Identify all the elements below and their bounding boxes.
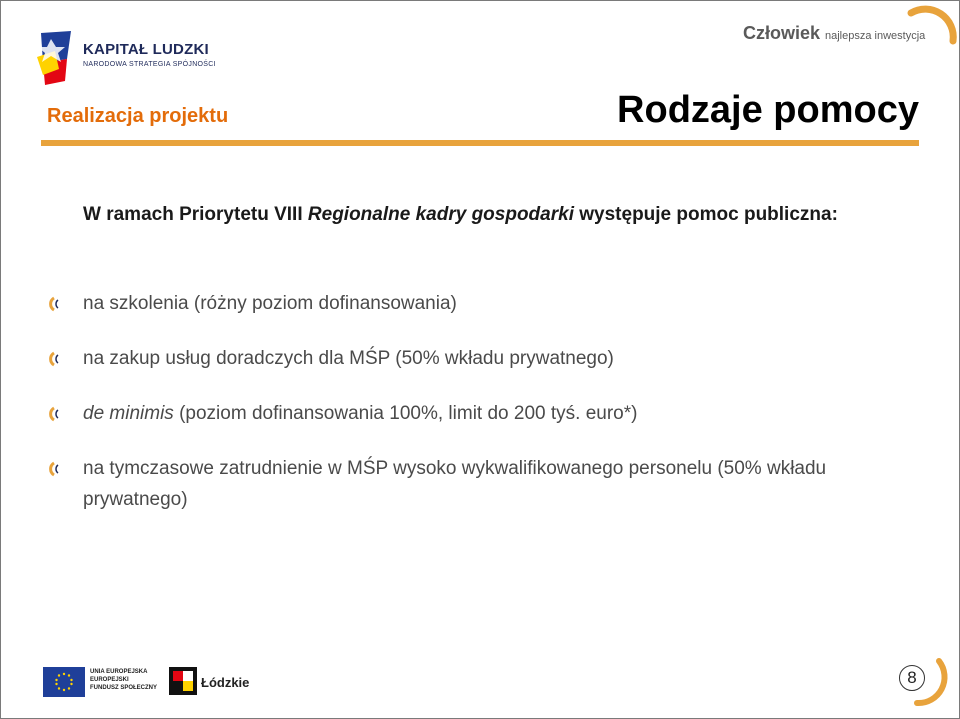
list-item xyxy=(45,398,925,429)
bullet-arc-icon xyxy=(47,296,63,312)
page-number: 8 xyxy=(899,665,925,691)
eu-flag-icon xyxy=(43,667,85,697)
list-item-text: (poziom dofinansowania 100%, limit do 200 tyś. euro*) xyxy=(173,403,638,424)
list-item-text: na tymczasowe zatrudnienie w MŚP wysoko wykwalifikowanego personelu (50% wkładu prywatnego) xyxy=(83,458,827,510)
orange-arc-decoration xyxy=(881,651,951,711)
eu-label-line: EUROPEJSKI xyxy=(90,677,129,683)
kapital-ludzki-subtitle: NARODOWA STRATEGIA SPÓJNOŚCI xyxy=(83,61,216,68)
czlowiek-logo-text: Człowiek xyxy=(743,23,821,43)
orange-arc-decoration xyxy=(891,1,960,71)
section-title: Realizacja projektu xyxy=(47,105,229,127)
title-divider xyxy=(41,140,919,146)
bullet-arc-icon xyxy=(47,351,63,367)
lodzkie-label: Łódzkie xyxy=(201,675,250,690)
bullet-arc-icon xyxy=(47,461,63,477)
list-item xyxy=(45,288,925,319)
intro-paragraph xyxy=(83,199,843,230)
intro-text-2: występuje pomoc publiczna: xyxy=(573,204,838,225)
aid-types-list xyxy=(45,288,925,539)
kapital-ludzki-title: KAPITAŁ LUDZKI xyxy=(83,41,209,58)
list-item-italic: de minimis xyxy=(83,403,174,424)
eu-label-line: FUNDUSZ SPOŁECZNY xyxy=(90,685,158,691)
slide-title: Rodzaje pomocy xyxy=(617,89,919,131)
lodzkie-logo-icon xyxy=(169,667,197,695)
czlowiek-tagline: najlepsza inwestycja xyxy=(825,30,926,42)
list-item xyxy=(45,453,925,515)
eu-label-line: UNIA EUROPEJSKA xyxy=(90,669,148,675)
intro-text-italic: Regionalne kadry gospodarki xyxy=(307,204,574,225)
eu-label xyxy=(90,668,157,692)
list-item-text: na szkolenia (różny poziom dofinansowania) xyxy=(83,293,457,314)
kapital-ludzki-logo xyxy=(37,29,237,91)
list-item-text: na zakup usług doradczych dla MŚP (50% wkładu prywatnego) xyxy=(83,348,614,369)
list-item xyxy=(45,343,925,374)
bullet-arc-icon xyxy=(47,406,63,422)
intro-text-1: W ramach Priorytetu VIII xyxy=(83,204,308,225)
